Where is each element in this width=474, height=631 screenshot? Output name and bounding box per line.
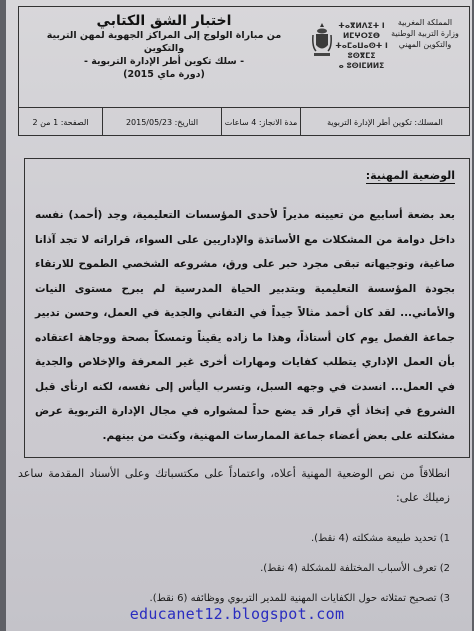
- exam-title-block: [29, 11, 299, 81]
- exam-subtitle-1: من مباراة الولوج إلى المراكز الجهوية لمهن التربية والتكوين: [46, 30, 282, 54]
- amazigh-line-1: ⵜⴰⴳⵍⴷⵉⵜ ⵏ ⵍⵎⵖⵔⵉⴱ: [338, 21, 385, 40]
- task-list: [30, 524, 450, 614]
- ministry-logo-block: [311, 13, 461, 103]
- task-item-3: 3) تصحيح تمثلاته حول الكفايات المهنية للمدير التربوي ووظائفه (6 نقط).: [149, 593, 450, 604]
- exam-header: [18, 6, 470, 136]
- ministry-name-amazigh: [334, 21, 389, 71]
- ministry-line-1: المملكة المغربية: [397, 18, 453, 27]
- source-watermark: educanet12.blogspot.com: [129, 605, 345, 623]
- info-track: المسلك: تكوين أطر الإدارة التربوية: [300, 108, 469, 136]
- ministry-line-3: والتكوين المهني: [398, 40, 452, 49]
- task-prompt: انطلاقاً من نص الوضعية المهنية أعلاه، واعتماداً على مكتسباتك وعلى الأسناد المقدمة ساعد زميلك على:: [18, 467, 450, 504]
- amazigh-line-3: ⴰ ⵓⵙⵏⵎⵍⵍⵉ: [338, 61, 385, 70]
- exam-subtitle-3: (دورة ماي 2015): [123, 69, 205, 80]
- situation-title: الوضعية المهنية:: [365, 169, 455, 182]
- ministry-line-2: وزارة التربية الوطنية: [391, 29, 459, 38]
- task-item-2: 2) تعرف الأسباب المختلفة للمشكلة (4 نقط).: [260, 563, 450, 574]
- exam-title: اختبار الشق الكتابي: [96, 13, 232, 29]
- coat-of-arms-icon: [311, 21, 333, 61]
- situation-box: [24, 158, 470, 458]
- info-date: التاريخ: 2015/05/23: [102, 108, 221, 136]
- info-page: الصفحة: 1 من 2: [32, 117, 89, 127]
- exam-sheet: [6, 0, 472, 631]
- ministry-name-arabic: [389, 17, 461, 50]
- amazigh-line-2: ⵜⴰⵎⴰⵡⴰⵙⵜ ⵏ ⵓⵙⴳⵎⵉ: [335, 41, 388, 60]
- situation-text: بعد بضعة أسابيع من تعيينه مديراً لأحدى المؤسسات التعليمية، وجد (أحمد) نفسه داخل دوامة من المشكلات مع الأساتذة والإداريين على السواء، قراراته لا تجد آذانا صاغية، وتوجيهاته تبقى مجرد حبر على ورق، مشروعه الشخصي الطموح للارتقاء بجودة المؤسسة التعليمية وبتدبير الحياة المدرسية لم يبرح مستوى النيات والأماني... لقد كان أحمد مثالاً جيداً في التفاني والجدية في العمل، وحسن تدبير جماعة الفصل يوم كان أستاذاً، وهذا ما زاده يقيناً وتمسكاً بصحة ووجاهة اعتقاده بأن العمل الإداري يتطلب كفايات ومهارات أخرى غير المعرفة والإخلاص والجدية في العمل... انسدت في وجهه السبل، وتسرب اليأس إلى نفسه، لكنه ارتأى قبل الشروع في إتخاذ أي قرار قد يضع حداً لمشواره في مجال الإدارة التربوية عرض مشكلته على بعض أعضاء جماعة الممارسات المهنية، وكنت من بينهم.: [35, 209, 455, 442]
- task-item-1: 1) تحديد طبيعة مشكلته (4 نقط).: [310, 533, 450, 544]
- info-duration: مدة الانجاز: 4 ساعات: [221, 108, 300, 136]
- exam-info-row: [19, 107, 469, 136]
- exam-subtitle-2: - سلك تكوين أطر الإدارة التربوية -: [83, 56, 245, 67]
